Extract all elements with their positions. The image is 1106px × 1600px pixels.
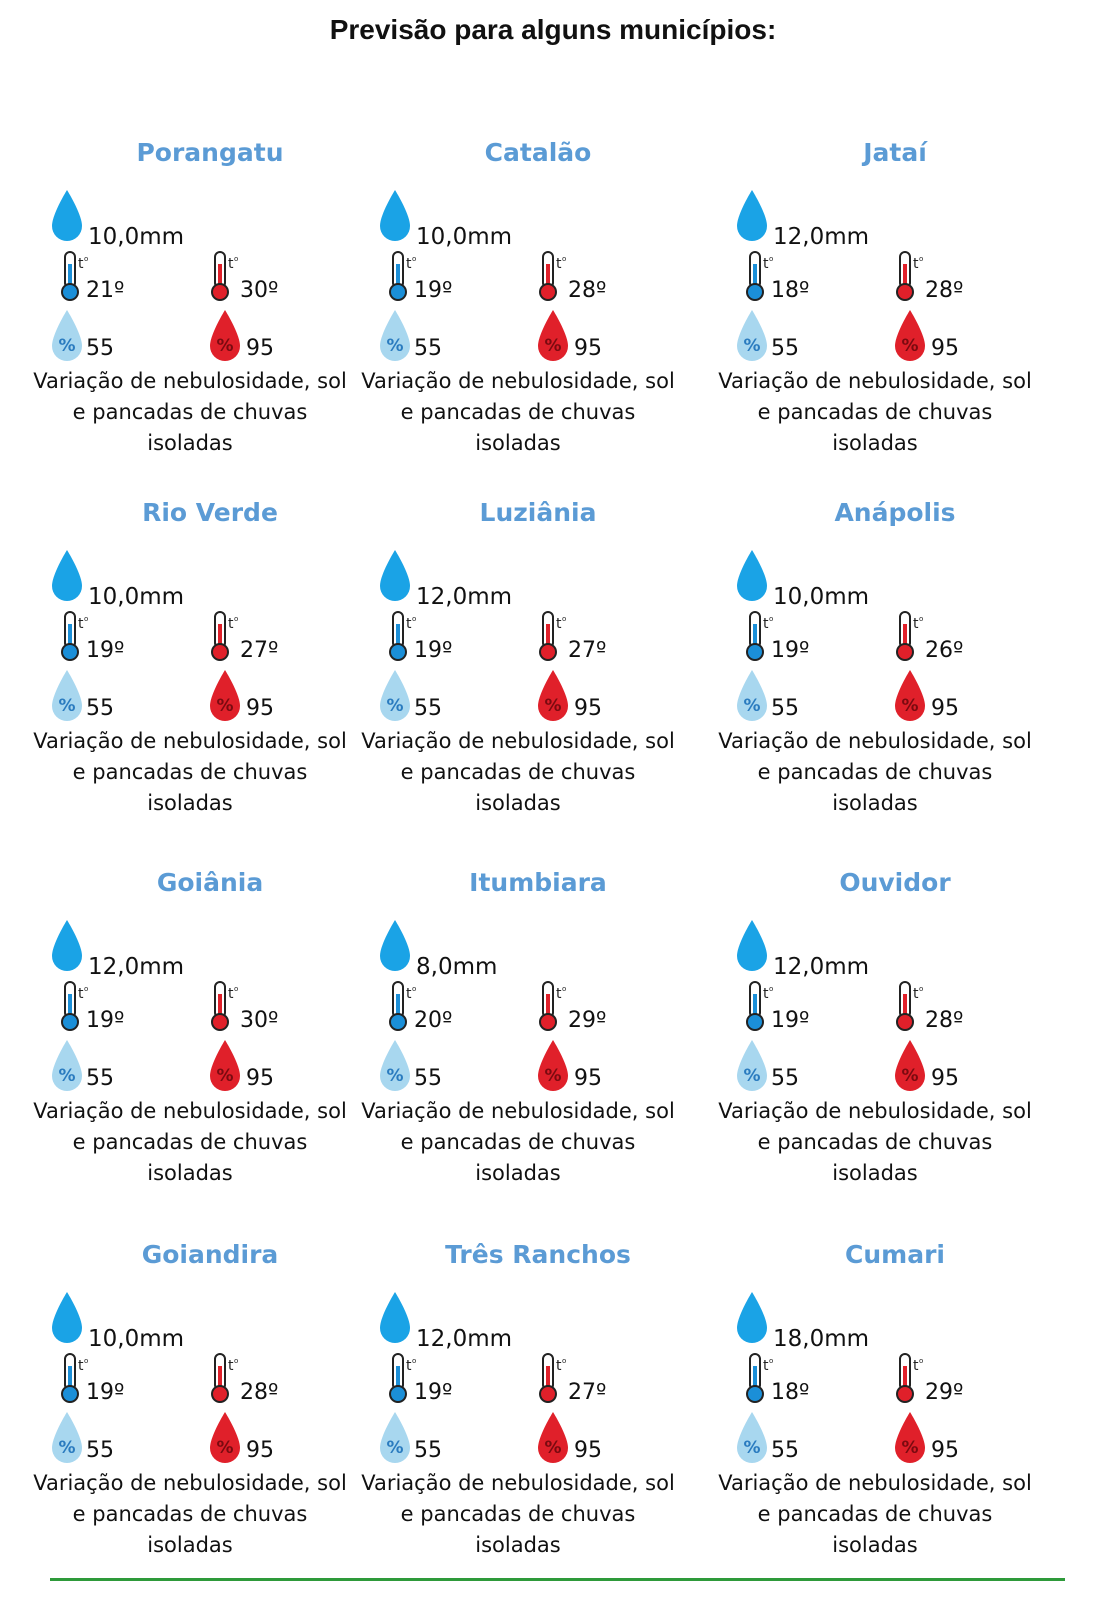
svg-text:%: % [544, 1066, 562, 1086]
humidity-min: 55 [771, 1438, 799, 1463]
rain-drop-icon [378, 188, 412, 244]
thermometer-hot-icon [208, 1352, 242, 1404]
city-name: Cumari [845, 1240, 945, 1269]
svg-text:%: % [386, 1066, 404, 1086]
humidity-min-icon [50, 1038, 84, 1088]
humidity-min: 55 [414, 696, 442, 721]
svg-text:%: % [743, 1066, 761, 1086]
city-name: Catalão [484, 138, 592, 167]
thermometer-hot-icon [893, 610, 927, 662]
humidity-max-icon [893, 668, 927, 718]
forecast-description: Variação de nebulosidade, sol e pancadas de chuvas isoladas [361, 1471, 675, 1557]
temperature-min: 19º [771, 1008, 810, 1033]
svg-text:%: % [544, 696, 562, 716]
temperature-max: 28º [568, 278, 607, 303]
temperature-min: 19º [414, 1380, 453, 1405]
humidity-max-icon [893, 308, 927, 358]
svg-text:%: % [386, 336, 404, 356]
svg-text:%: % [544, 336, 562, 356]
svg-text:%: % [216, 696, 234, 716]
svg-text:t: t [78, 1358, 84, 1374]
svg-text:o: o [412, 255, 417, 263]
svg-text:o: o [769, 615, 774, 623]
svg-text:o: o [919, 985, 924, 993]
svg-text:%: % [743, 696, 761, 716]
svg-text:t: t [406, 256, 412, 272]
temperature-max: 29º [925, 1380, 964, 1405]
humidity-max: 95 [931, 1438, 959, 1463]
svg-text:o: o [412, 615, 417, 623]
temperature-max: 27º [240, 638, 279, 663]
humidity-max-icon [208, 668, 242, 718]
svg-text:o: o [84, 985, 89, 993]
svg-text:%: % [743, 336, 761, 356]
humidity-min-icon [378, 1410, 412, 1460]
humidity-min-icon [735, 668, 769, 718]
rain-amount: 18,0mm [773, 1326, 870, 1352]
humidity-max: 95 [574, 696, 602, 721]
rain-amount: 10,0mm [416, 224, 513, 250]
temperature-max: 29º [568, 1008, 607, 1033]
temperature-min: 18º [771, 1380, 810, 1405]
city-name: Luziânia [479, 498, 597, 527]
svg-text:%: % [58, 336, 76, 356]
city-card [33, 868, 370, 1208]
rain-amount: 12,0mm [773, 224, 870, 250]
svg-text:t: t [913, 616, 919, 632]
humidity-min-icon [378, 668, 412, 718]
svg-text:t: t [78, 986, 84, 1002]
rain-amount: 12,0mm [416, 1326, 513, 1352]
humidity-min: 55 [771, 1066, 799, 1091]
humidity-max: 95 [931, 336, 959, 361]
city-card [718, 1240, 1055, 1580]
rain-amount: 10,0mm [773, 584, 870, 610]
rain-drop-icon [50, 1290, 84, 1346]
svg-text:o: o [769, 985, 774, 993]
humidity-min-icon [735, 308, 769, 358]
forecast-description: Variação de nebulosidade, sol e pancadas de chuvas isoladas [33, 729, 347, 815]
svg-text:o: o [562, 615, 567, 623]
temperature-min: 19º [86, 638, 125, 663]
humidity-max-icon [208, 1410, 242, 1460]
svg-text:t: t [78, 616, 84, 632]
city-card [361, 868, 698, 1208]
city-card [718, 138, 1055, 478]
city-card [361, 138, 698, 478]
svg-text:o: o [562, 255, 567, 263]
rain-drop-icon [735, 188, 769, 244]
svg-text:o: o [412, 1357, 417, 1365]
svg-text:%: % [216, 1438, 234, 1458]
forecast-description: Variação de nebulosidade, sol e pancadas de chuvas isoladas [361, 369, 675, 455]
svg-text:t: t [556, 616, 562, 632]
svg-text:%: % [901, 336, 919, 356]
svg-text:o: o [769, 1357, 774, 1365]
rain-amount: 12,0mm [88, 954, 185, 980]
svg-text:t: t [763, 616, 769, 632]
city-card [718, 868, 1055, 1208]
svg-text:t: t [406, 1358, 412, 1374]
svg-text:%: % [901, 696, 919, 716]
humidity-max: 95 [931, 1066, 959, 1091]
svg-text:o: o [84, 615, 89, 623]
city-card [33, 498, 370, 838]
svg-text:t: t [78, 256, 84, 272]
humidity-max: 95 [246, 1066, 274, 1091]
humidity-max-icon [536, 308, 570, 358]
humidity-min: 55 [414, 1438, 442, 1463]
temperature-min: 19º [86, 1008, 125, 1033]
humidity-max-icon [536, 1410, 570, 1460]
humidity-max-icon [893, 1038, 927, 1088]
humidity-min: 55 [86, 1066, 114, 1091]
svg-text:t: t [763, 256, 769, 272]
svg-text:t: t [228, 616, 234, 632]
rain-amount: 12,0mm [773, 954, 870, 980]
svg-text:%: % [58, 1438, 76, 1458]
city-card [33, 138, 370, 478]
city-name: Itumbiara [469, 868, 607, 897]
rain-drop-icon [378, 918, 412, 974]
temperature-max: 26º [925, 638, 964, 663]
temperature-min: 19º [86, 1380, 125, 1405]
forecast-description: Variação de nebulosidade, sol e pancadas de chuvas isoladas [361, 1099, 675, 1185]
city-card [361, 1240, 698, 1580]
svg-text:o: o [84, 255, 89, 263]
rain-amount: 10,0mm [88, 224, 185, 250]
svg-text:%: % [544, 1438, 562, 1458]
city-card [33, 1240, 370, 1580]
humidity-max: 95 [246, 336, 274, 361]
humidity-min-icon [735, 1038, 769, 1088]
rain-drop-icon [735, 918, 769, 974]
forecast-description: Variação de nebulosidade, sol e pancadas de chuvas isoladas [33, 369, 347, 455]
humidity-min-icon [50, 1410, 84, 1460]
humidity-min: 55 [86, 1438, 114, 1463]
forecast-description: Variação de nebulosidade, sol e pancadas de chuvas isoladas [361, 729, 675, 815]
svg-text:t: t [763, 986, 769, 1002]
svg-text:%: % [386, 1438, 404, 1458]
humidity-min: 55 [414, 1066, 442, 1091]
svg-text:t: t [556, 256, 562, 272]
svg-text:t: t [556, 1358, 562, 1374]
svg-text:%: % [386, 696, 404, 716]
svg-text:%: % [901, 1066, 919, 1086]
svg-text:o: o [234, 255, 239, 263]
svg-text:o: o [919, 615, 924, 623]
city-card [718, 498, 1055, 838]
forecast-description: Variação de nebulosidade, sol e pancadas de chuvas isoladas [718, 1471, 1032, 1557]
temperature-max: 27º [568, 1380, 607, 1405]
humidity-min: 55 [414, 336, 442, 361]
thermometer-hot-icon [536, 1352, 570, 1404]
forecast-description: Variação de nebulosidade, sol e pancadas de chuvas isoladas [33, 1471, 347, 1557]
svg-text:o: o [234, 615, 239, 623]
temperature-max: 28º [240, 1380, 279, 1405]
humidity-max: 95 [246, 1438, 274, 1463]
humidity-min-icon [735, 1410, 769, 1460]
city-card [361, 498, 698, 838]
svg-text:t: t [228, 1358, 234, 1374]
thermometer-hot-icon [208, 610, 242, 662]
svg-text:o: o [562, 985, 567, 993]
svg-text:%: % [58, 696, 76, 716]
rain-amount: 10,0mm [88, 584, 185, 610]
humidity-max-icon [536, 1038, 570, 1088]
svg-text:%: % [216, 336, 234, 356]
temperature-min: 19º [771, 638, 810, 663]
page-title: Previsão para alguns municípios: [329, 14, 777, 45]
temperature-max: 30º [240, 278, 279, 303]
humidity-max-icon [208, 1038, 242, 1088]
svg-text:o: o [562, 1357, 567, 1365]
temperature-max: 28º [925, 1008, 964, 1033]
rain-drop-icon [50, 918, 84, 974]
rain-drop-icon [50, 188, 84, 244]
humidity-min: 55 [771, 696, 799, 721]
city-name: Anápolis [834, 498, 956, 527]
temperature-max: 28º [925, 278, 964, 303]
city-name: Jataí [863, 138, 927, 167]
city-name: Goiandira [141, 1240, 279, 1269]
humidity-min-icon [378, 1038, 412, 1088]
city-name: Ouvidor [839, 868, 951, 897]
svg-text:t: t [228, 986, 234, 1002]
svg-text:t: t [406, 616, 412, 632]
humidity-min-icon [50, 308, 84, 358]
rain-amount: 12,0mm [416, 584, 513, 610]
rain-drop-icon [378, 1290, 412, 1346]
svg-text:t: t [406, 986, 412, 1002]
humidity-min: 55 [771, 336, 799, 361]
svg-text:o: o [234, 985, 239, 993]
svg-text:o: o [919, 255, 924, 263]
forecast-description: Variação de nebulosidade, sol e pancadas de chuvas isoladas [718, 1099, 1032, 1185]
svg-text:%: % [901, 1438, 919, 1458]
thermometer-hot-icon [536, 250, 570, 302]
svg-text:t: t [913, 256, 919, 272]
temperature-min: 21º [86, 278, 125, 303]
svg-text:o: o [84, 1357, 89, 1365]
svg-text:t: t [763, 1358, 769, 1374]
humidity-max-icon [536, 668, 570, 718]
humidity-min-icon [50, 668, 84, 718]
thermometer-hot-icon [536, 610, 570, 662]
humidity-min-icon [378, 308, 412, 358]
svg-text:o: o [234, 1357, 239, 1365]
humidity-max: 95 [574, 1438, 602, 1463]
temperature-min: 19º [414, 278, 453, 303]
temperature-min: 19º [414, 638, 453, 663]
forecast-description: Variação de nebulosidade, sol e pancadas de chuvas isoladas [718, 369, 1032, 455]
humidity-max: 95 [574, 1066, 602, 1091]
humidity-min: 55 [86, 696, 114, 721]
svg-text:t: t [228, 256, 234, 272]
svg-text:t: t [913, 1358, 919, 1374]
svg-text:t: t [556, 986, 562, 1002]
thermometer-hot-icon [893, 980, 927, 1032]
city-name: Goiânia [156, 868, 264, 897]
svg-text:o: o [919, 1357, 924, 1365]
temperature-min: 20º [414, 1008, 453, 1033]
temperature-min: 18º [771, 278, 810, 303]
forecast-description: Variação de nebulosidade, sol e pancadas de chuvas isoladas [33, 1099, 347, 1185]
svg-text:o: o [769, 255, 774, 263]
humidity-max: 95 [931, 696, 959, 721]
svg-text:t: t [913, 986, 919, 1002]
city-name: Rio Verde [142, 498, 278, 527]
humidity-max-icon [893, 1410, 927, 1460]
humidity-max-icon [208, 308, 242, 358]
thermometer-hot-icon [893, 1352, 927, 1404]
humidity-max: 95 [574, 336, 602, 361]
city-name: Porangatu [136, 138, 284, 167]
humidity-min: 55 [86, 336, 114, 361]
rain-drop-icon [735, 1290, 769, 1346]
city-name: Três Ranchos [445, 1240, 631, 1269]
thermometer-hot-icon [536, 980, 570, 1032]
rain-amount: 10,0mm [88, 1326, 185, 1352]
forecast-description: Variação de nebulosidade, sol e pancadas de chuvas isoladas [718, 729, 1032, 815]
svg-text:%: % [743, 1438, 761, 1458]
rain-amount: 8,0mm [416, 954, 498, 980]
svg-text:%: % [58, 1066, 76, 1086]
bottom-divider [50, 1578, 1065, 1581]
rain-drop-icon [735, 548, 769, 604]
svg-text:%: % [216, 1066, 234, 1086]
temperature-max: 27º [568, 638, 607, 663]
rain-drop-icon [50, 548, 84, 604]
temperature-max: 30º [240, 1008, 279, 1033]
rain-drop-icon [378, 548, 412, 604]
thermometer-hot-icon [208, 980, 242, 1032]
humidity-max: 95 [246, 696, 274, 721]
svg-text:o: o [412, 985, 417, 993]
thermometer-hot-icon [893, 250, 927, 302]
thermometer-hot-icon [208, 250, 242, 302]
